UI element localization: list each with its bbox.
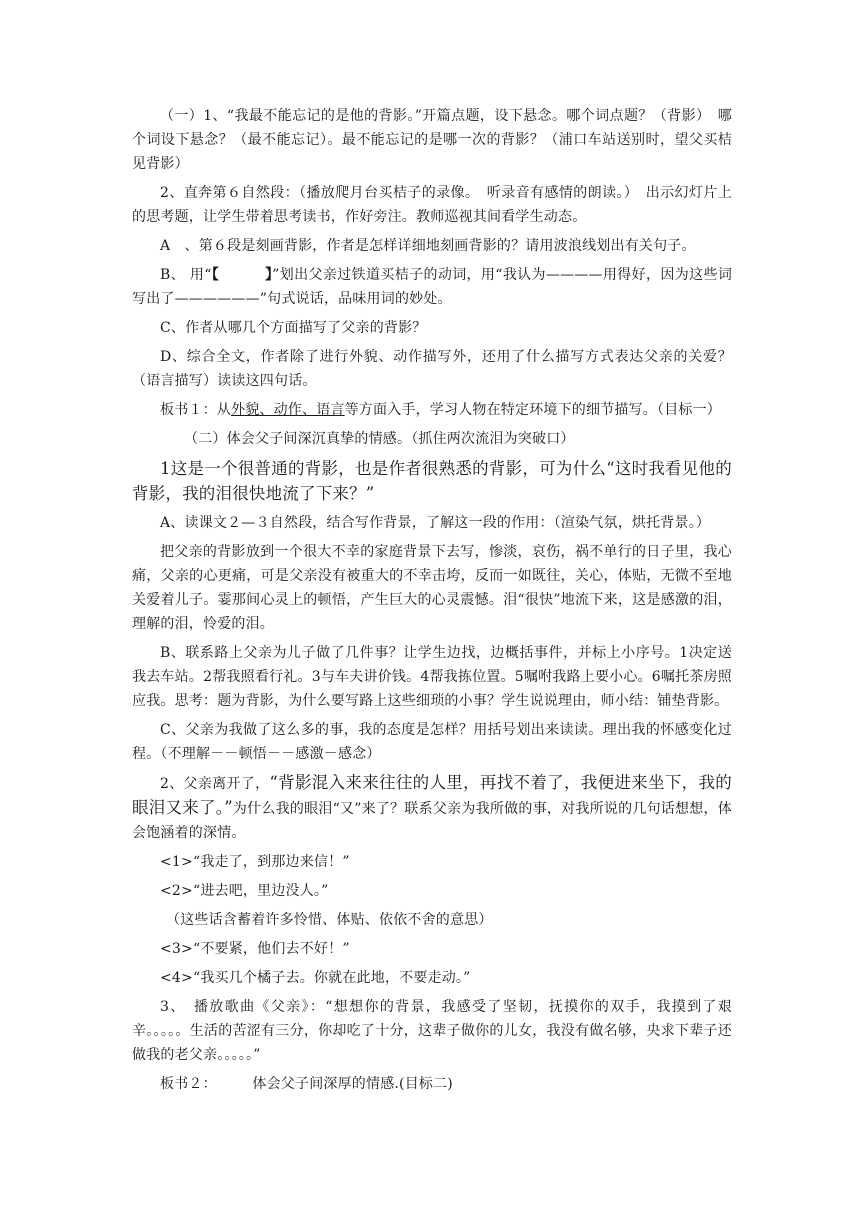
section-two-heading: （二）体会父子间深沉真挚的情感。（抓住两次流泪为突破口） <box>184 431 575 447</box>
paragraph-intro-1: （一）1、“我最不能忘记的是他的背影。”开篇点题，设下悬念。哪个词点题？（背影） 哪个词设下悬念？（最不能忘记）。最不能忘记的是哪一次的背影？（浦口车站送别时，望父买桔见背影） <box>132 108 732 172</box>
board-note-1 <box>132 398 732 422</box>
document-body <box>132 104 732 1101</box>
bracket-close: 】 <box>264 267 273 283</box>
paragraph-step-2: 2、直奔第６自然段：（播放爬月台买桔子的录像。 听录音有感情的朗读。） 出示幻灯片上的思考题，让学生带着思考读书，作好旁注。教师巡视其间看学生动态。 <box>132 185 732 225</box>
bracket-open: 【 <box>211 267 219 283</box>
question-b-start: B、 用“ <box>160 267 212 283</box>
board-note-1-underlined: 外貌、动作、语言 <box>231 402 345 418</box>
paragraph-song: 3、 播放歌曲《父亲》：“想想你的背景，我感受了坚韧，抚摸你的双手，我摸到了艰辛。。。。。生活的苦涩有三分，你却吃了十分，这辈子做你的儿女，我没有做名够，央求下辈子还做我的老父亲。。。。。” <box>132 999 732 1063</box>
quote-comment: （这些话含蓄着许多怜惜、体贴、依依不舍的意思） <box>166 912 493 928</box>
question-a: A 、第６段是刻画背影，作者是怎样详细地刻画背影的？请用波浪线划出有关句子。 <box>160 238 696 254</box>
board-note-1-start: 板书１：从 <box>160 402 231 418</box>
paragraph-first-tears: 1这是一个很普通的背影，也是作者很熟悉的背影，可为什么“这时我看见他的背影，我的泪很快地流了下来？” <box>132 459 732 503</box>
item-c-attitude: C、父亲为我做了这么多的事，我的态度是怎样？用括号划出来读读。理出我的怀感变化过程。（不理解－－顿悟－－感激－感念） <box>132 722 732 762</box>
board-note-2: 板书２： 体会父子间深厚的情感.(目标二) <box>160 1076 453 1092</box>
paragraph-second-tears <box>132 771 732 845</box>
quote-4: <4>“我买几个橘子去。你就在此地，不要走动。” <box>160 970 471 986</box>
second-tears-end: 为什么我的眼泪“又”来了？联系父亲为我所做的事，对我所说的几句话想想，体会饱涵着的深情。 <box>132 801 732 841</box>
quote-3: <3>“不要紧，他们去不好！” <box>160 941 350 957</box>
quote-2: <2>“进去吧，里边没人。” <box>160 883 329 899</box>
question-b-end: ”划出父亲过铁道买桔子的动词，用“我认为————用得好，因为这些词写出了——————”句式说话，品味用词的妙处。 <box>132 267 733 307</box>
quote-1: <1>“我走了，到那边来信！” <box>160 854 350 870</box>
question-b <box>132 263 732 311</box>
question-d: D、综合全文，作者除了进行外貌、动作描写外，还用了什么描写方式表达父亲的关爱？（语言描写）读读这四句话。 <box>132 349 732 389</box>
question-c: C、作者从哪几个方面描写了父亲的背影？ <box>160 320 427 336</box>
second-tears-start: 2、父亲离开了， <box>160 776 270 792</box>
item-a-reading: A、读课文２—３自然段，结合写作背景，了解这一段的作用：（渲染气氛，烘托背景。） <box>160 515 711 531</box>
second-tears-quote: “背影混入来来往往的人里，再找不着了，我便进来坐下，我的眼泪又来了。” <box>132 773 732 817</box>
board-note-1-end: 等方面入手，学习人物在特定环境下的细节描写。（目标一） <box>344 402 722 418</box>
paragraph-background: 把父亲的背影放到一个很大不幸的家庭背景下去写，惨淡，哀伤，祸不单行的日子里，我心痛，父亲的心更痛，可是父亲没有被重大的不幸击垮，反而一如既往，关心，体贴，无微不至地关爱着儿子。霎那间心灵上的顿悟，产生巨大的心灵震憾。泪“很快”地流下来，这是感激的泪，理解的泪，怜爱的泪。 <box>132 544 732 632</box>
item-b-events: B、联系路上父亲为儿子做了几件事？让学生边找，边概括事件，并标上小序号。1决定送我去车站。2帮我照看行礼。3与车夫讲价钱。4帮我拣位置。5嘱咐我路上要小心。6嘱托茶房照应我。思考：题为背影，为什么要写路上这些细琐的小事？学生说说理由，师小结：铺垫背影。 <box>132 645 732 709</box>
